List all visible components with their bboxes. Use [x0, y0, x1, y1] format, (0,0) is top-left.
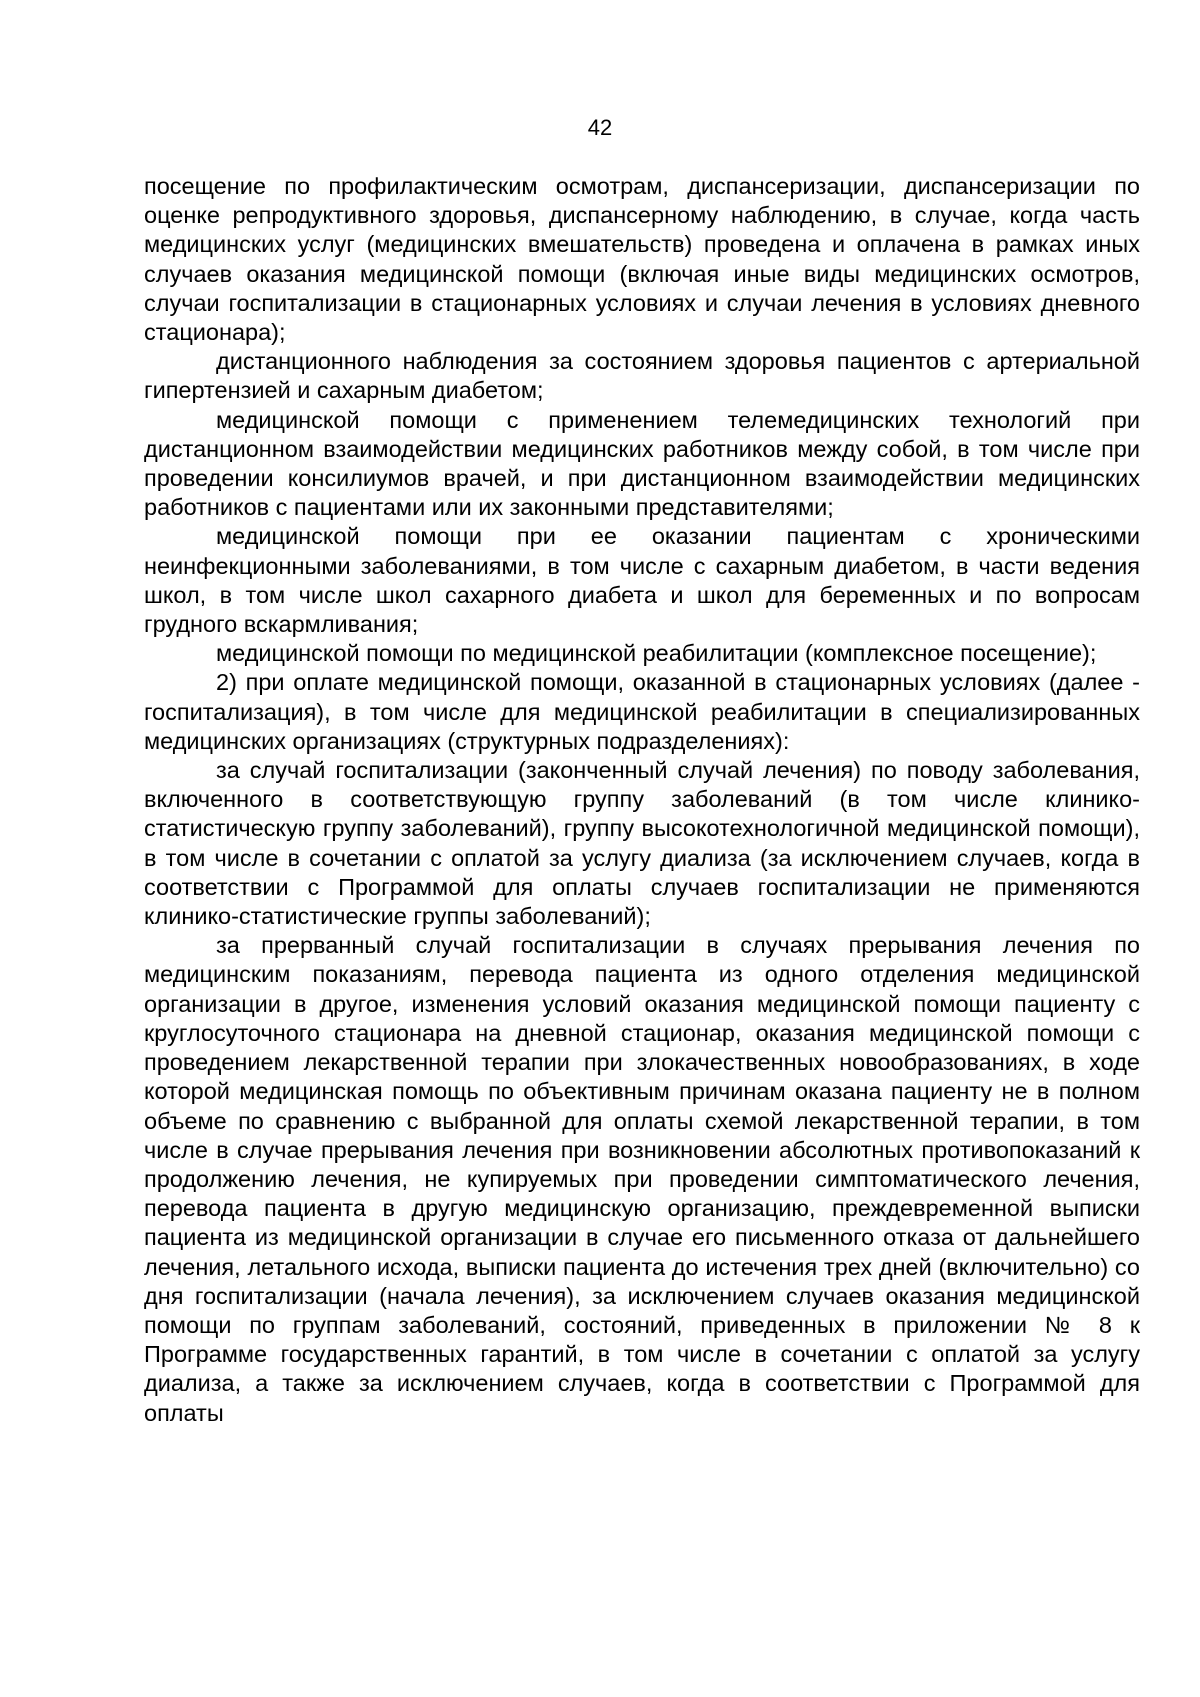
paragraph-3: медицинской помощи с применением телемедицинских технологий при дистанционном взаимодействии медицинских работников между собой, в том числе при проведении консилиумов врачей, и при дистанционном взаимодействии медицинских работников с пациентами или их законными представителями; [144, 406, 1140, 521]
paragraph-7: за случай госпитализации (законченный случай лечения) по поводу заболевания, включенного в соответствующую группу заболеваний (в том числе клинико-статистическую группу заболеваний), группу высокотехнологичной медицинской помощи), в том числе в сочетании с оплатой за услугу диализа (за исключением случаев, когда в соответствии с Программой для оплаты случаев госпитализации не применяются клинико-статистические группы заболеваний); [144, 757, 1140, 930]
paragraph-5: медицинской помощи по медицинской реабилитации (комплексное посещение); [216, 640, 1097, 667]
document-body [144, 172, 1140, 1428]
paragraph-2: дистанционного наблюдения за состоянием здоровья пациентов с артериальной гипертензией и сахарным диабетом; [144, 348, 1140, 404]
paragraph-6: 2) при оплате медицинской помощи, оказанной в стационарных условиях (далее - госпитализация), в том числе для медицинской реабилитации в специализированных медицинских организациях (структурных подразделениях): [144, 669, 1140, 754]
paragraph-8: за прерванный случай госпитализации в случаях прерывания лечения по медицинским показаниям, перевода пациента из одного отделения медицинской организации в другое, изменения условий оказания медицинской помощи пациенту с круглосуточного стационара на дневной стационар, оказания медицинской помощи с проведением лекарственной терапии при злокачественных новообразованиях, в ходе которой медицинская помощь по объективным причинам оказана пациенту не в полном объеме по сравнению с выбранной для оплаты схемой лекарственной терапии, в том числе в случае прерывания лечения при возникновении абсолютных противопоказаний к продолжению лечения, не купируемых при проведении симптоматического лечения, перевода пациента в другую медицинскую организацию, преждевременной выписки пациента из медицинской организации в случае его письменного отказа от дальнейшего лечения, летального исхода, выписки пациента до истечения трех дней (включительно) со дня госпитализации (начала лечения), за исключением случаев оказания медицинской помощи по группам заболеваний, состояний, приведенных в приложении № 8 к Программе государственных гарантий, в том числе в сочетании с оплатой за услугу диализа, а также за исключением случаев, когда в соответствии с Программой для оплаты [144, 932, 1140, 1426]
page-number: 42 [587, 115, 613, 140]
paragraph-1: посещение по профилактическим осмотрам, диспансеризации, диспансеризации по оценке репродуктивного здоровья, диспансерному наблюдению, в случае, когда часть медицинских услуг (медицинских вмешательств) проведена и оплачена в рамках иных случаев оказания медицинской помощи (включая иные виды медицинских осмотров, случаи госпитализации в стационарных условиях и случаи лечения в условиях дневного стационара); [144, 173, 1140, 346]
paragraph-4: медицинской помощи при ее оказании пациентам с хроническими неинфекционными заболеваниями, в том числе с сахарным диабетом, в части ведения школ, в том числе школ сахарного диабета и школ для беременных и по вопросам грудного вскармливания; [144, 523, 1140, 638]
